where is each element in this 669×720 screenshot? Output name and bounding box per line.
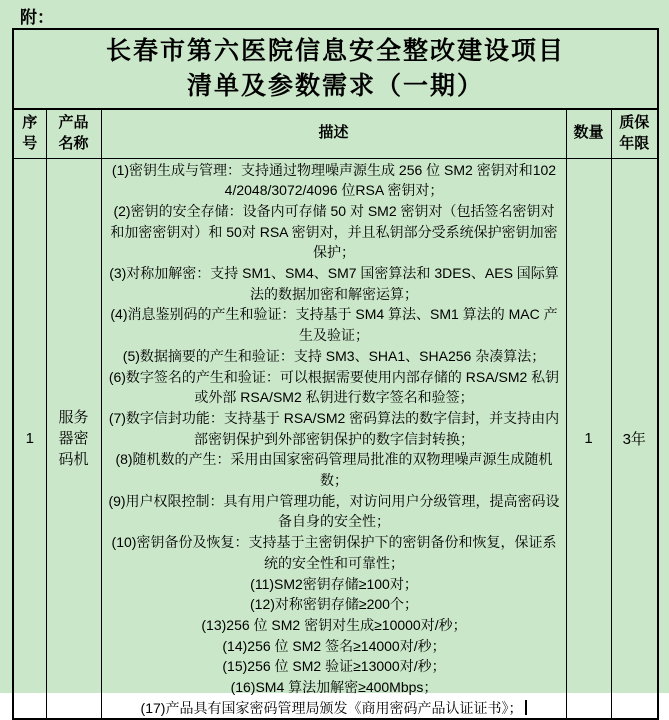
table-title-line2: 清单及参数需求（一期） (186, 73, 484, 100)
description-item[interactable]: (2)密钥的安全存储：设备内可存储 50 对 SM2 密钥对（包括签名密钥对和加密密钥对）和 50对 RSA 密钥对，并且私钥部分受系统保护密钥加密保护； (110, 202, 558, 261)
description-item[interactable]: (8)随机数的产生：采用由国家密码管理局批准的双物理噪声源生成随机数； (115, 451, 553, 489)
description-item[interactable]: (10)密钥备份及恢复：支持基于主密钥保护下的密钥备份和恢复，保证系统的安全性和可靠性； (111, 534, 557, 571)
description-item[interactable]: (9)用户权限控制：具有用户管理功能，对访问用户分级管理，提高密码设备自身的安全性； (108, 492, 560, 530)
table-title-line1: 长春市第六医院信息安全整改建设项目 (105, 38, 565, 65)
col-header-quantity[interactable]: 数量 (566, 109, 611, 158)
cell-product-name[interactable]: 服务器密码机 (46, 158, 101, 719)
description-item[interactable]: (16)SM4 算法加解密≥400Mbps； (230, 679, 438, 696)
description-item[interactable]: (5)数据摘要的产生和验证：支持 SM3、SHA1、SHA256 杂凑算法； (122, 347, 546, 364)
description-item[interactable]: (1)密钥生成与管理：支持通过物理噪声源生成 256 位 SM2 密钥对和1024/2048/3072/4096 位RSA 密钥对； (111, 161, 557, 199)
description-item[interactable]: (11)SM2密钥存储≥100对； (250, 575, 418, 592)
col-header-description[interactable]: 描述 (101, 109, 566, 158)
text-cursor (525, 700, 527, 715)
cell-warranty[interactable]: 3年 (611, 158, 658, 719)
description-item[interactable]: (12)对称密钥存储≥200个； (250, 596, 418, 613)
table-title[interactable] (13, 29, 658, 109)
table-title-row (13, 29, 658, 109)
col-header-product[interactable]: 产品名称 (46, 109, 101, 158)
cell-quantity[interactable]: 1 (566, 158, 611, 719)
requirements-table (12, 28, 659, 720)
col-header-warranty[interactable]: 质保年限 (611, 109, 658, 158)
description-item[interactable]: (3)对称加解密：支持 SM1、SM4、SM7 国密算法和 3DES、AES 国际算法的数据加密和解密运算； (109, 265, 559, 302)
table-row (13, 158, 658, 719)
attachment-label[interactable]: 附： (20, 8, 54, 27)
col-header-index[interactable]: 序号 (13, 109, 46, 158)
table-header-row (13, 109, 658, 158)
description-item[interactable]: (14)256 位 SM2 签名≥14000对/秒； (222, 637, 446, 654)
description-item[interactable]: (17)产品具有国家密码管理局颁发《商用密码产品认证证书》； (107, 698, 562, 719)
description-item[interactable]: (7)数字信封功能：支持基于 RSA/SM2 密码算法的数字信封，并支持由内部密钥保护到外部密钥保护的数字信封转换； (108, 409, 560, 447)
description-item[interactable]: (15)256 位 SM2 验证≥13000对/秒； (222, 658, 446, 675)
cell-description[interactable] (101, 158, 566, 719)
description-items (107, 160, 562, 719)
cell-index[interactable]: 1 (13, 158, 46, 719)
description-item[interactable]: (13)256 位 SM2 密钥对生成≥10000对/秒； (201, 616, 467, 633)
description-item[interactable]: (6)数字签名的产生和验证：可以根据需要使用内部存储的 RSA/SM2 私钥或外部 RSA/SM2 私钥进行数字签名和验签； (108, 368, 560, 406)
description-item[interactable]: (4)消息鉴别码的产生和验证：支持基于 SM4 算法、SM1 算法的 MAC 产生及验证； (110, 306, 558, 344)
